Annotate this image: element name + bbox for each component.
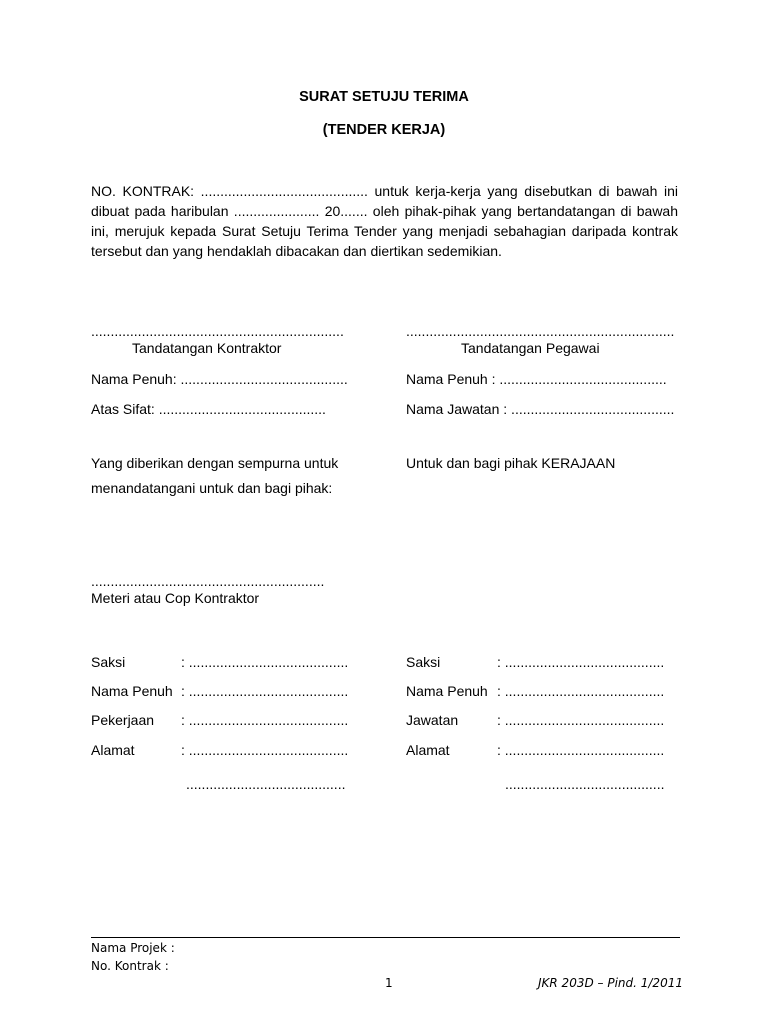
- officer-position: Nama Jawatan : ..........................................: [406, 401, 675, 417]
- witness-right-address-value: : .........................................: [497, 742, 665, 758]
- contractor-capacity: Atas Sifat: ...........................................: [91, 401, 326, 417]
- officer-full-name: Nama Penuh : ...........................................: [406, 371, 667, 387]
- document-subtitle: (TENDER KERJA): [322, 122, 446, 138]
- witness-left-value: : .........................................: [181, 654, 349, 670]
- footer-project-label: Nama Projek :: [91, 941, 175, 955]
- witness-right-label: Saksi: [406, 654, 441, 670]
- page-number: 1: [385, 976, 393, 990]
- contractor-signature-label: Tandatangan Kontraktor: [132, 340, 282, 356]
- witness-left-address-value: : .........................................: [181, 742, 349, 758]
- witness-left-name-value: : .........................................: [181, 683, 349, 699]
- witness-left-address-extra: .........................................: [186, 776, 346, 792]
- footer-contract-label: No. Kontrak :: [91, 959, 169, 973]
- witness-left-name-label: Nama Penuh: [91, 683, 173, 699]
- government-label: Untuk dan bagi pihak KERAJAAN: [406, 455, 616, 471]
- witness-left-label: Saksi: [91, 654, 126, 670]
- intro-line-1: NO. KONTRAK: ........................................... untuk kerja-kerja yang disebutkan di bawah ini: [91, 183, 678, 199]
- intro-line-4: tersebut dan yang hendaklah dibacakan dan diertikan sedemikian.: [91, 243, 502, 259]
- document-title: SURAT SETUJU TERIMA: [299, 89, 469, 105]
- authorization-text-2: menandatangani untuk dan bagi pihak:: [91, 480, 333, 496]
- officer-signature-label: Tandatangan Pegawai: [461, 340, 600, 356]
- intro-paragraph: [91, 181, 678, 261]
- officer-signature-line: .....................................................................: [406, 323, 675, 339]
- contractor-signature-line: .................................................................: [91, 323, 344, 339]
- stamp-label: Meteri atau Cop Kontraktor: [91, 590, 260, 606]
- stamp-line: ............................................................: [91, 573, 325, 589]
- witness-left-occupation-value: : .........................................: [181, 712, 349, 728]
- witness-left-occupation-label: Pekerjaan: [91, 712, 155, 728]
- witness-right-address-extra: .........................................: [505, 776, 665, 792]
- witness-right-position-label: Jawatan: [406, 712, 459, 728]
- footer-divider: [91, 937, 680, 938]
- intro-line-3: ini, merujuk kepada Surat Setuju Terima Tender yang menjadi sebahagian daripada kontrak: [91, 223, 678, 239]
- intro-line-2: dibuat pada haribulan ...................... 20....... oleh pihak-pihak yang bertandatangan di bawah: [91, 203, 678, 219]
- contractor-full-name: Nama Penuh: ...........................................: [91, 371, 348, 387]
- form-reference: JKR 203D – Pind. 1/2011: [538, 976, 683, 990]
- authorization-text-1: Yang diberikan dengan sempurna untuk: [91, 455, 339, 471]
- witness-right-value: : .........................................: [497, 654, 665, 670]
- witness-right-name-value: : .........................................: [497, 683, 665, 699]
- witness-right-address-label: Alamat: [406, 742, 450, 758]
- witness-left-address-label: Alamat: [91, 742, 135, 758]
- witness-right-name-label: Nama Penuh: [406, 683, 488, 699]
- witness-right-position-value: : .........................................: [497, 712, 665, 728]
